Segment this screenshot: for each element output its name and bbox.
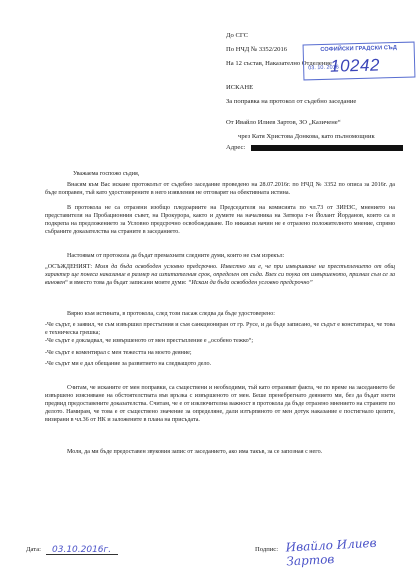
handwritten-date: 03.10.2016г. (52, 545, 112, 555)
handwritten-signature: Ивайло Илиев Зартов (285, 535, 377, 569)
addressee: До СГС (226, 32, 248, 39)
quote-text: Моля да бъда освободен условно предсрочно. Известно ми е, че при извършване на престъплението от общ характер ще понеса наказание в размер на изпитателния срок, определен от съда. Взех си поука от извършеното, признал съм се за виновен (45, 264, 395, 286)
address-label: Адрес: (226, 144, 246, 151)
list-item-4: -Че съдът ми е дал обещание за развитието на следващото дело. (45, 361, 212, 367)
list-item-3: -Че съдът е коментирал с мен тежестта на моето деяние; (45, 350, 192, 356)
salutation: Уважаема госпожо съдия, (73, 171, 140, 177)
paragraph-4: Вярно към истината, в протокола, след този пасаж следва да бъде удостоверено: (67, 311, 275, 317)
stamp-registration-number: 10242 (329, 55, 381, 76)
court-registry-stamp (303, 42, 416, 81)
date-line (46, 554, 118, 555)
paragraph-1: Внасям към Вас искане протоколът от съдебно заседание проведено на 28.07.2016г. по НЧД № 3352 по описа за 2016г. да бъде поправен, тъй като удостоверените в него изявления не отговарят на обективната истина. (45, 182, 395, 196)
document-subject: За поправка на протокол от съдебно заседание (226, 98, 357, 105)
list-item-2: -Че съдът е докладвал, че извършеното от мен престъпление е „особено тежко“; (45, 338, 254, 344)
quote-tail: “ и вместо това да бъдат записани моите думи: (65, 279, 187, 286)
document-type: ИСКАНЕ (226, 84, 254, 91)
quote-block (45, 264, 395, 288)
sender: От Ивайло Илиев Зартов, ЗО „Казичене“ (226, 119, 341, 126)
quote-label: „ОСЪЖДЕНИЯТ: (45, 264, 93, 270)
paragraph-2: В протокола не са отразени изобщо пледоариите на Председателя на комисията по чл.73 от ЗИНЗС, мнението на представителя на Пробационния съвет, на Прокурора, както и думите на началника на Затвора г-н Йолант Йорданов, които са в подкрепа на предложението за Условно предсрочно освобождаване. По никакъв начин не е отразено положителното мнение, спрямо събраните доказателства на страните в заседанието. (45, 205, 395, 235)
list-item-1: -Че съдът, е заявил, че съм извършил престъпния и съм санкциониран от гр. Русе, и да бъде записано, че съдът е констатирал, че това е техническа грешка; (45, 322, 395, 336)
quote-replacement: “Искам да бъда освободен условно предсрочно” (187, 279, 313, 286)
address-redaction (251, 145, 403, 151)
stamp-court-name: СОФИЙСКИ ГРАДСКИ СЪД (320, 45, 398, 54)
stamp-date: 03. 10. 2016 (308, 64, 339, 72)
paragraph-5: Считам, че исканите от мен поправки, са съществени и необходими, тъй като отразяват факта, че по време на заседанието бе извършено изясняване на обстоятелствата във връзка с извършеното от мен. Беше пренебрегнато деянието ми, без да бъдат взети предвид предоставените доказателства. Считам, че е от изключителна важност в протокола да бъде отразено мнението на страните по делото. Намирам, че това е от съществено значение за определяне, дали изтърпяното от мен дотук наказание е постигнало целите, визирани в чл.36 от НК и заложените в плана на присъдата. (45, 385, 395, 423)
paragraph-3: Настоявам от протокола да бъдат премахнати следните думи, които не съм изрекъл: (67, 253, 285, 259)
date-label: Дата: (26, 546, 41, 553)
representative: чрез Катя Христова Донкова, като пълномощник (238, 133, 375, 140)
paragraph-6: Моля, да ми бъде предоставен звуковия запис от заседанието, ако има такъв, за се запозная с него. (67, 449, 323, 455)
case-reference: По НЧД № 3352/2016 (226, 46, 288, 53)
court-panel: На 12 състав, Наказателно Отделение (226, 60, 332, 67)
signature-label: Подпис: (255, 546, 279, 553)
